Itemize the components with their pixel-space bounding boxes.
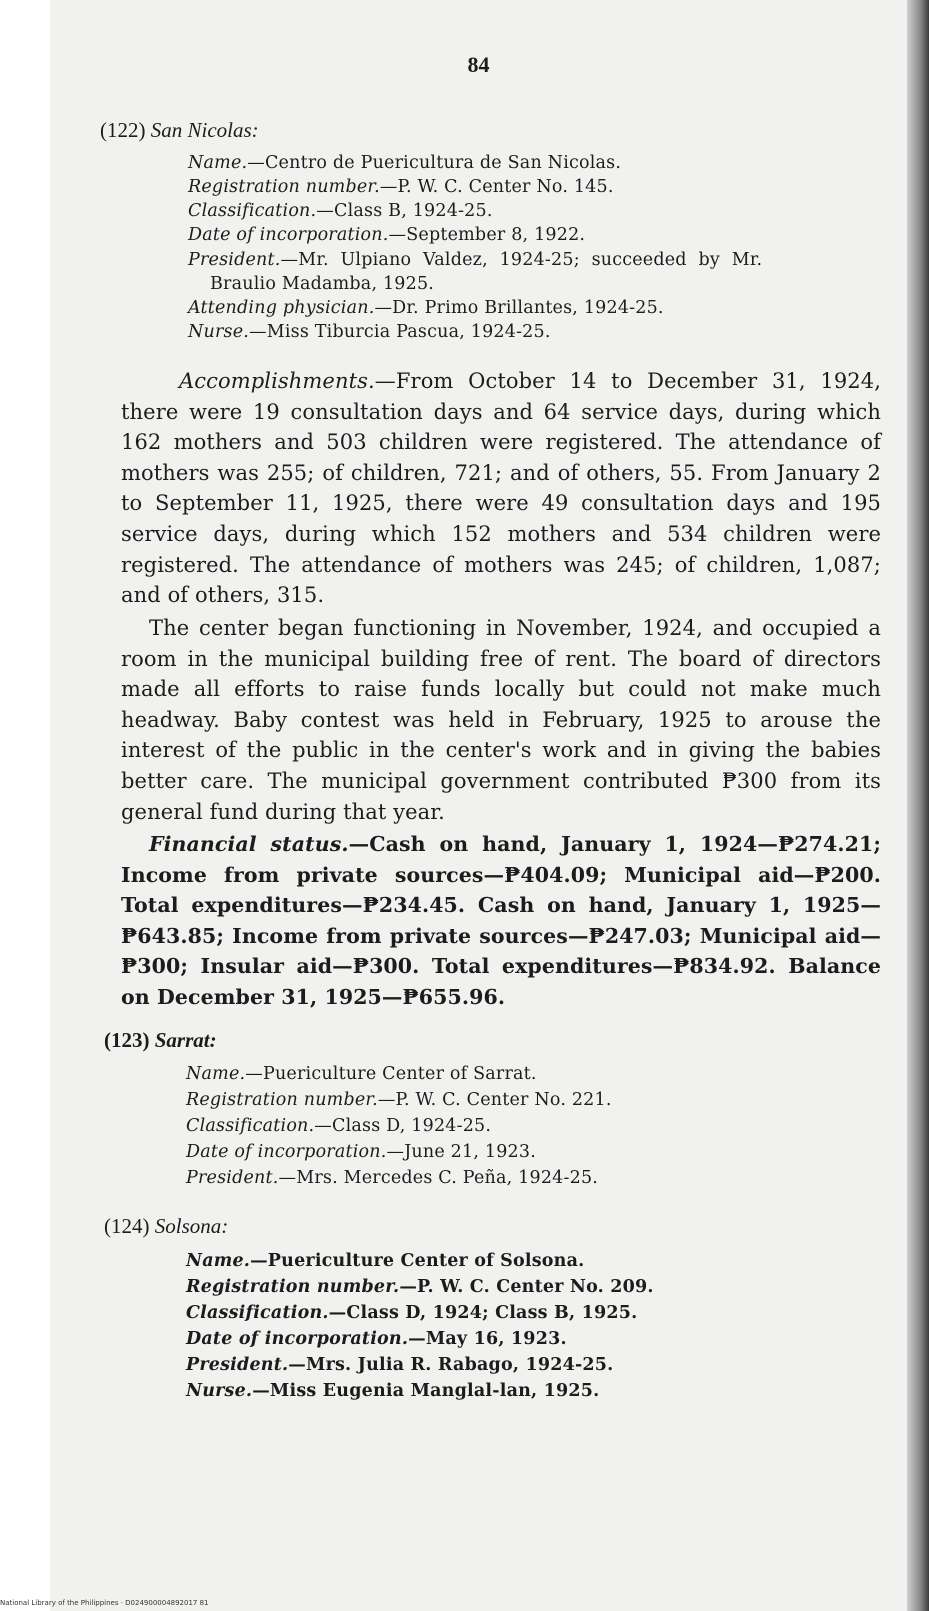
- entry-label: Registration number.: [186, 1090, 378, 1110]
- entry-value: —Class D, 1924-25.: [314, 1116, 492, 1136]
- entry-label: Date of incorporation.: [186, 1329, 409, 1349]
- entry-name: [188, 152, 621, 174]
- section-heading-solsona: [104, 1214, 228, 1239]
- entry-label: Date of incorporation.: [188, 225, 389, 245]
- entry-value: —P. W. C. Center No. 209.: [399, 1277, 654, 1297]
- entry-name: [186, 1063, 537, 1085]
- entry-name: [186, 1250, 584, 1272]
- paragraph-text: —Cash on hand, January 1, 1924—₱274.21; Income from private sources—₱404.09; Municipal aid—₱200. Total expenditures—₱234.45. Cash on hand, January 1, 1925—₱643.85; Income from private sources—₱247.03; Municipal aid—₱300; Insular aid—₱300. Total expenditures—₱834.92. Balance on December 31, 1925—₱655.96.: [121, 832, 881, 1009]
- entry-label: President.: [188, 250, 281, 270]
- scan-footer: National Library of the Philippines · D024900004892017 81: [0, 1599, 209, 1607]
- entry-value: —Puericulture Center of Solsona.: [250, 1251, 585, 1271]
- entry-president: [188, 249, 762, 271]
- entry-value: Braulio Madamba, 1925.: [210, 274, 435, 294]
- paragraph-label: Financial status.: [149, 832, 349, 856]
- entry-label: Classification.: [186, 1116, 315, 1136]
- entry-value: —Class D, 1924; Class B, 1925.: [328, 1303, 638, 1323]
- entry-label: Attending physician.: [188, 298, 375, 318]
- section-place: San Nicolas:: [150, 118, 259, 142]
- page-number: 84: [467, 52, 490, 77]
- entry-classification: [188, 200, 493, 222]
- entry-label: Name.: [188, 153, 248, 173]
- center-paragraph: The center began functioning in November, 1924, and occupied a room in the municipal building free of rent. The board of directors made all efforts to raise funds locally but could not make much headway. Baby contest was held in February, 1925 to arouse the interest of the public in the center's work and in giving the babies better care. The municipal government contributed ₱300 from its general fund during that year.: [121, 616, 881, 824]
- entry-nurse: [188, 321, 551, 343]
- section-number: (122): [100, 118, 146, 142]
- book-page: [50, 0, 907, 1611]
- entry-classification: [186, 1115, 491, 1137]
- section-heading-sarrat: [104, 1028, 217, 1053]
- section-number: (124): [104, 1214, 150, 1238]
- entry-date-incorporation: [186, 1141, 536, 1163]
- entry-value: —May 16, 1923.: [408, 1329, 567, 1349]
- section-place: Solsona:: [154, 1214, 229, 1238]
- entry-value: —Class B, 1924-25.: [316, 201, 493, 221]
- entry-label: Registration number.: [186, 1277, 400, 1297]
- entry-president: [186, 1354, 613, 1376]
- entry-registration: [188, 176, 614, 198]
- entry-value: —Mr. Ulpiano Valdez, 1924-25; succeeded by Mr.: [280, 250, 763, 270]
- entry-president-cont: [210, 273, 434, 295]
- entry-value: —P. W. C. Center No. 145.: [379, 177, 614, 197]
- entry-registration: [186, 1089, 612, 1111]
- scan-binding-shadow: [907, 0, 929, 1611]
- entry-value: —Puericulture Center of Sarrat.: [245, 1064, 537, 1084]
- entry-label: President.: [186, 1168, 279, 1188]
- entry-value: —P. W. C. Center No. 221.: [377, 1090, 612, 1110]
- entry-classification: [186, 1302, 637, 1324]
- financial-paragraph: [121, 829, 881, 1013]
- entry-value: —Miss Tiburcia Pascua, 1924-25.: [249, 322, 551, 342]
- entry-label: Nurse.: [186, 1381, 253, 1401]
- entry-label: Registration number.: [188, 177, 380, 197]
- entry-date-incorporation: [188, 224, 585, 246]
- entry-label: Classification.: [188, 201, 317, 221]
- entry-label: Date of incorporation.: [186, 1142, 387, 1162]
- section-heading-san-nicolas: [100, 118, 259, 143]
- entry-physician: [188, 297, 664, 319]
- paragraph-text: —From October 14 to December 31, 1924, there were 19 consultation days and 64 service days, during which 162 mothers and 503 children were registered. The attendance of mothers was 255; of children, 721; and of others, 55. From January 2 to September 11, 1925, there were 49 consultation days and 195 service days, during which 152 mothers and 534 children were registered. The attendance of mothers was 245; of children, 1,087; and of others, 315.: [121, 369, 881, 608]
- entry-value: —June 21, 1923.: [386, 1142, 536, 1162]
- entry-value: —September 8, 1922.: [388, 225, 586, 245]
- entry-value: —Mrs. Julia R. Rabago, 1924-25.: [288, 1355, 614, 1375]
- entry-value: —Centro de Puericultura de San Nicolas.: [247, 153, 622, 173]
- entry-label: Name.: [186, 1064, 246, 1084]
- entry-label: President.: [186, 1355, 289, 1375]
- entry-nurse: [186, 1380, 599, 1402]
- entry-label: Name.: [186, 1251, 251, 1271]
- entry-value: —Dr. Primo Brillantes, 1924-25.: [374, 298, 664, 318]
- paragraph-label: Accomplishments.: [179, 369, 375, 393]
- entry-date-incorporation: [186, 1328, 567, 1350]
- scan-margin-left: [0, 0, 50, 1611]
- entry-registration: [186, 1276, 654, 1298]
- entry-president: [186, 1167, 598, 1189]
- entry-label: Classification.: [186, 1303, 329, 1323]
- entry-value: —Mrs. Mercedes C. Peña, 1924-25.: [278, 1168, 599, 1188]
- accomplishments-paragraph: [121, 366, 881, 611]
- entry-value: —Miss Eugenia Manglal-lan, 1925.: [252, 1381, 600, 1401]
- section-place: Sarrat:: [154, 1028, 217, 1052]
- entry-label: Nurse.: [188, 322, 250, 342]
- section-number: (123): [104, 1028, 150, 1052]
